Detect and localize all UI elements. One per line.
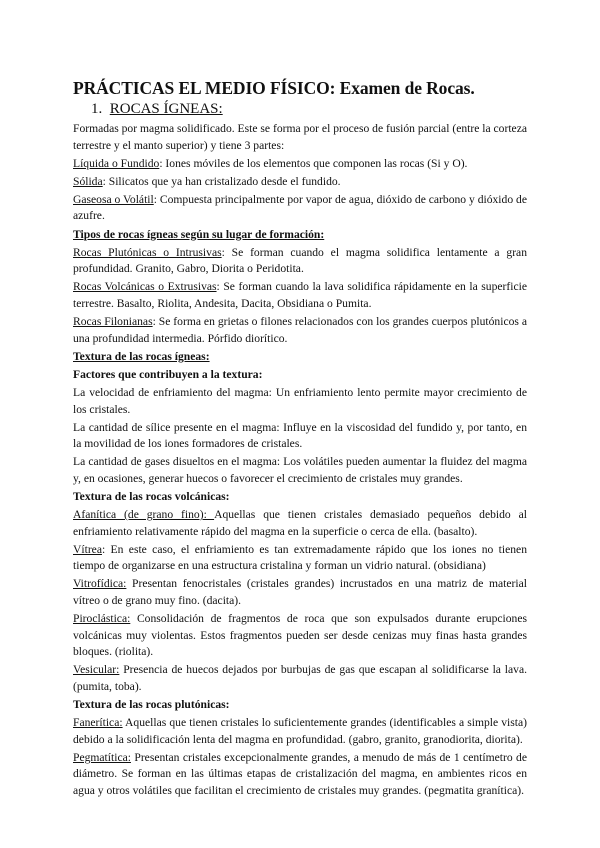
textura-piroclastica	[73, 611, 527, 661]
definition: : Se forma en grietas o filones relacionados con los grandes cuerpos plutónicos a una profundidad intermedia. Pórfido diorítico.	[73, 315, 527, 345]
factor-gases: La cantidad de gases disueltos en el magma: Los volátiles pueden aumentar la fluidez del magma y, en ocasiones, generar huecos o favorecer el crecimiento de cristales muy grandes.	[73, 455, 527, 485]
part-gas	[73, 192, 527, 225]
term: Vesicular:	[73, 663, 120, 677]
tipo-filonianas	[73, 314, 527, 347]
factor-velocidad: La velocidad de enfriamiento del magma: Un enfriamiento lento permite mayor crecimiento de los cristales.	[73, 385, 527, 416]
definition: : Iones móviles de los elementos que componen las rocas (Si y O).	[159, 156, 468, 170]
definition: Presencia de huecos dejados por burbujas de gas que escapan al solidificarse la lava. (pumita, toba).	[73, 663, 527, 693]
definition: Presentan cristales excepcionalmente grandes, a menudo de más de 1 centímetro de diámetro. Se forman en las últimas etapas de cristalización del magma, en ambientes ricos en agua y otros volátiles que facilitan el crecimiento de cristales muy grandes. (pegmatita granítica).	[73, 750, 527, 798]
definition: : Compuesta principalmente por vapor de agua, dióxido de carbono y dióxido de azufre.	[73, 192, 527, 223]
textura-vitrofidica	[73, 576, 527, 609]
term: Rocas Filonianas	[73, 315, 153, 329]
term: Fanerítica:	[73, 716, 123, 730]
definition: Aquellas que tienen cristales lo suficientemente grandes (identificables a simple vista) debido a la solidificación lenta del magma en profundidad. (gabro, granito, granodiorita, diorita).	[73, 716, 527, 746]
tipo-volcanicas	[73, 279, 527, 312]
volcanicas-heading: Textura de las rocas volcánicas:	[73, 489, 230, 503]
section-title: ROCAS ÍGNEAS:	[109, 101, 223, 117]
document-page	[73, 78, 527, 801]
definition: Aquellas que tienen cristales demasiado pequeños debido al enfriamiento relativamente rápido del magma en la superficie o cerca de ella. (basalto).	[73, 508, 528, 538]
definition: : En este caso, el enfriamiento es tan extremadamente rápido que los iones no tienen tiempo de organizarse en una estructura cristalina y forman un vidrio natural. (obsidiana)	[73, 542, 527, 573]
definition: : Silicatos que ya han cristalizado desde el fundido.	[102, 174, 341, 188]
textura-afanitica	[73, 507, 527, 540]
tipo-plutonicas	[73, 245, 527, 278]
term: Pegmatítica:	[73, 750, 131, 764]
part-liquid	[73, 156, 527, 173]
part-solid	[73, 174, 527, 191]
term: Rocas Plutónicas o Intrusivas	[73, 245, 222, 259]
definition: Presentan fenocristales (cristales grandes) incrustados en una matriz de material vítreo o de grano muy fino. (dacita).	[73, 577, 527, 608]
definition: Consolidación de fragmentos de roca que son expulsados durante erupciones volcánicas muy violentas. Estos fragmentos pueden ser desde cenizas muy finas hasta grandes bloques. (riolita).	[73, 612, 527, 659]
term: Vitrofídica:	[73, 577, 127, 591]
plutonicas-heading: Textura de las rocas plutónicas:	[73, 698, 230, 712]
factores-heading: Factores que contribuyen a la textura:	[73, 367, 263, 381]
textura-vesicular	[73, 662, 527, 695]
term: Piroclástica:	[73, 612, 131, 626]
term: Sólida	[73, 174, 103, 188]
factor-silice: La cantidad de sílice presente en el magma: Influye en la viscosidad del fundido y, por tanto, en la movilidad de los iones formadores de cristales.	[73, 420, 527, 451]
term: Líquida o Fundido	[73, 156, 160, 170]
textura-pegmatitica	[73, 750, 527, 800]
document-title: PRÁCTICAS EL MEDIO FÍSICO: Examen de Rocas.	[73, 78, 475, 98]
term: Gaseosa o Volátil	[73, 192, 154, 206]
textura-vitrea	[73, 542, 527, 575]
term: Afanítica (de grano fino):	[73, 508, 215, 522]
term: Vítrea	[73, 542, 102, 556]
tipos-heading: Tipos de rocas ígneas según su lugar de formación:	[73, 227, 325, 241]
section-number: 1.	[91, 101, 103, 117]
definition: : Se forman cuando la lava solidifica rápidamente en la superficie terrestre. Basalto, Riolita, Andesita, Dacita, Obsidiana o Pumita.	[73, 280, 527, 310]
textura-faneritica	[73, 715, 527, 748]
definition: : Se forman cuando el magma solidifica lentamente a gran profundidad. Granito, Gabro, Diorita o Peridotita.	[73, 245, 527, 276]
intro-paragraph: Formadas por magma solidificado. Este se forma por el proceso de fusión parcial (entre la corteza terrestre y el manto superior) y tiene 3 partes:	[73, 122, 527, 152]
section-heading	[91, 100, 527, 118]
term: Rocas Volcánicas o Extrusivas	[73, 280, 217, 294]
textura-heading: Textura de las rocas ígneas:	[73, 349, 210, 363]
